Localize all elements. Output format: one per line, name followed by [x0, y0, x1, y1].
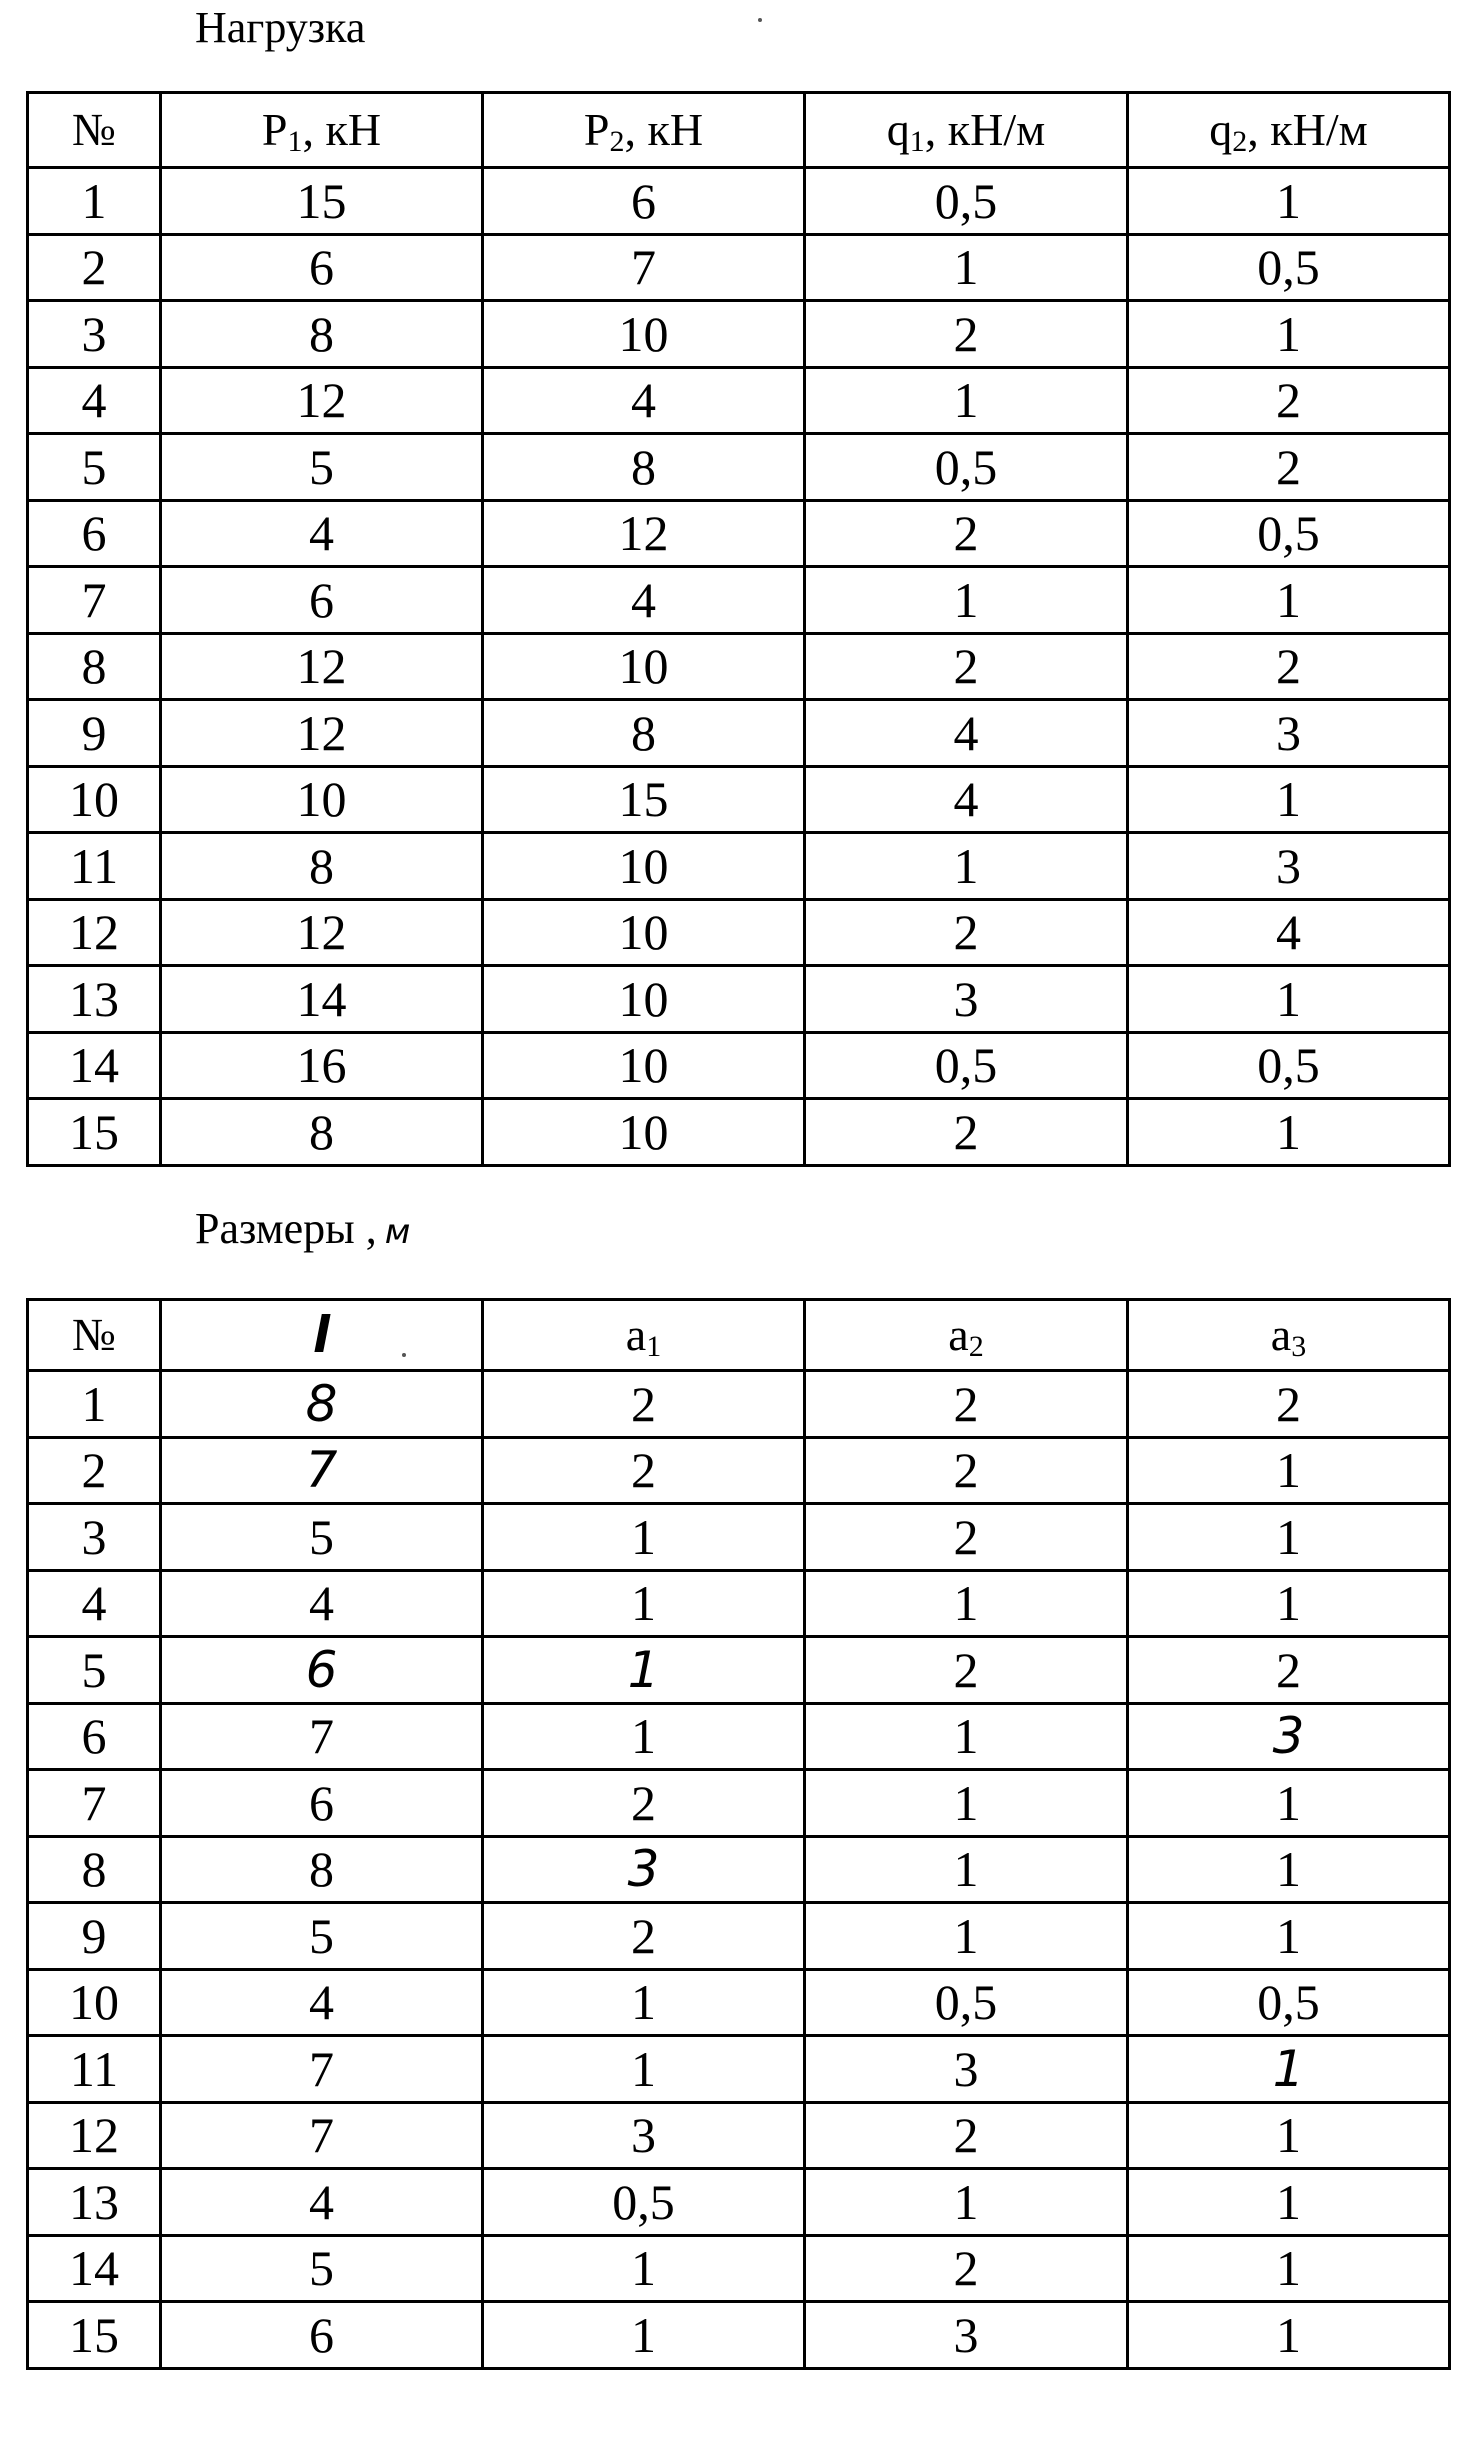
- scan-speck: [758, 18, 762, 22]
- dims-table-row: [28, 2302, 1450, 2369]
- header-a2: $a_2$: [805, 1300, 1128, 1371]
- dims-cell-c2: 2: [483, 1903, 805, 1970]
- dims-cell-c1: 4: [161, 2169, 483, 2236]
- load-table-row: [28, 367, 1450, 434]
- load-cell-c3: 2: [805, 1099, 1128, 1166]
- load-table-row: [28, 434, 1450, 501]
- load-cell-c3: 1: [805, 367, 1128, 434]
- dims-cell-no: 12: [28, 2102, 161, 2169]
- dims-cell-c4: 3: [1128, 1703, 1450, 1770]
- load-cell-c4: 1: [1128, 1099, 1450, 1166]
- dims-cell-c3: 1: [805, 1836, 1128, 1903]
- load-cell-c1: 12: [161, 367, 483, 434]
- dims-cell-no: 15: [28, 2302, 161, 2369]
- header-q2: $q_2$, кН/м: [1128, 93, 1450, 168]
- header-a3: $a_3$: [1128, 1300, 1450, 1371]
- load-table-row: [28, 168, 1450, 235]
- dims-table-header-row: [28, 1300, 1450, 1371]
- dims-cell-c1: 7: [161, 1437, 483, 1504]
- dims-cell-no: 6: [28, 1703, 161, 1770]
- dims-cell-no: 4: [28, 1570, 161, 1637]
- dims-cell-c2: 0,5: [483, 2169, 805, 2236]
- dims-cell-c1: 4: [161, 1570, 483, 1637]
- load-cell-c2: 10: [483, 1032, 805, 1099]
- load-cell-c3: 2: [805, 899, 1128, 966]
- dims-cell-c3: 2: [805, 1637, 1128, 1704]
- dims-cell-c1: 7: [161, 2102, 483, 2169]
- load-cell-c1: 10: [161, 766, 483, 833]
- load-cell-c3: 0,5: [805, 1032, 1128, 1099]
- dims-cell-c3: 1: [805, 1570, 1128, 1637]
- load-cell-c2: 8: [483, 434, 805, 501]
- load-cell-c4: 1: [1128, 766, 1450, 833]
- load-cell-c2: 10: [483, 833, 805, 900]
- load-cell-c4: 0,5: [1128, 234, 1450, 301]
- dims-cell-c2: 2: [483, 1371, 805, 1438]
- load-cell-c2: 10: [483, 1099, 805, 1166]
- load-cell-c3: 4: [805, 766, 1128, 833]
- dims-cell-c2: 3: [483, 2102, 805, 2169]
- load-cell-c1: 12: [161, 700, 483, 767]
- load-cell-c2: 15: [483, 766, 805, 833]
- load-cell-c1: 6: [161, 234, 483, 301]
- dims-cell-c2: 1: [483, 2302, 805, 2369]
- dims-cell-c1: 7: [161, 2036, 483, 2103]
- dims-cell-c2: 1: [483, 1504, 805, 1571]
- load-section-caption: Нагрузка: [195, 3, 366, 52]
- load-table-header-row: [28, 93, 1450, 168]
- load-cell-no: 7: [28, 567, 161, 634]
- header-q1: $q_1$, кН/м: [805, 93, 1128, 168]
- dims-cell-c1: 7: [161, 1703, 483, 1770]
- load-cell-no: 14: [28, 1032, 161, 1099]
- dims-table-row: [28, 1437, 1450, 1504]
- dims-cell-no: 8: [28, 1836, 161, 1903]
- load-cell-c4: 1: [1128, 168, 1450, 235]
- dims-cell-no: 3: [28, 1504, 161, 1571]
- dims-cell-c2: 1: [483, 1637, 805, 1704]
- dims-cell-no: 10: [28, 1969, 161, 2036]
- dims-cell-c4: 2: [1128, 1637, 1450, 1704]
- dims-table-row: [28, 1836, 1450, 1903]
- dims-cell-c2: 1: [483, 1570, 805, 1637]
- load-cell-c3: 3: [805, 966, 1128, 1033]
- load-cell-c4: 2: [1128, 434, 1450, 501]
- load-cell-c2: 8: [483, 700, 805, 767]
- load-table-row: [28, 766, 1450, 833]
- load-cell-c1: 8: [161, 1099, 483, 1166]
- header-a1: $a_1$: [483, 1300, 805, 1371]
- load-cell-c1: 14: [161, 966, 483, 1033]
- dims-cell-c3: 2: [805, 2235, 1128, 2302]
- load-cell-c4: 0,5: [1128, 1032, 1450, 1099]
- load-cell-no: 3: [28, 301, 161, 368]
- dims-cell-c3: 1: [805, 2169, 1128, 2236]
- load-cell-c3: 2: [805, 500, 1128, 567]
- header-p2: $P_2$, кН: [483, 93, 805, 168]
- load-cell-no: 8: [28, 633, 161, 700]
- dims-cell-no: 1: [28, 1371, 161, 1438]
- dims-table-row: [28, 1770, 1450, 1837]
- load-cell-no: 9: [28, 700, 161, 767]
- dims-table-row: [28, 1637, 1450, 1704]
- load-cell-no: 4: [28, 367, 161, 434]
- dims-table-row: [28, 1371, 1450, 1438]
- dims-cell-c2: 1: [483, 1969, 805, 2036]
- dims-table-row: [28, 1969, 1450, 2036]
- load-cell-c4: 3: [1128, 833, 1450, 900]
- load-cell-no: 1: [28, 168, 161, 235]
- dims-cell-c1: 5: [161, 1504, 483, 1571]
- load-cell-no: 11: [28, 833, 161, 900]
- dims-cell-c4: 1: [1128, 1570, 1450, 1637]
- load-cell-c2: 10: [483, 301, 805, 368]
- dims-cell-c3: 3: [805, 2302, 1128, 2369]
- load-cell-no: 15: [28, 1099, 161, 1166]
- dims-cell-c1: 8: [161, 1371, 483, 1438]
- dims-cell-c3: 1: [805, 1770, 1128, 1837]
- dims-cell-c3: 2: [805, 1504, 1128, 1571]
- dims-cell-c4: 0,5: [1128, 1969, 1450, 2036]
- dims-cell-c4: 1: [1128, 2102, 1450, 2169]
- dims-cell-c3: 3: [805, 2036, 1128, 2103]
- load-cell-c2: 10: [483, 966, 805, 1033]
- dims-cell-c4: 2: [1128, 1371, 1450, 1438]
- load-cell-c2: 7: [483, 234, 805, 301]
- load-cell-c2: 4: [483, 367, 805, 434]
- dims-table-row: [28, 2169, 1450, 2236]
- dims-cell-no: 13: [28, 2169, 161, 2236]
- load-cell-c4: 4: [1128, 899, 1450, 966]
- load-cell-c3: 1: [805, 567, 1128, 634]
- header-p1: $P_1$, кН: [161, 93, 483, 168]
- dims-cell-c1: 5: [161, 1903, 483, 1970]
- load-cell-no: 6: [28, 500, 161, 567]
- dims-table-row: [28, 1903, 1450, 1970]
- load-table-row: [28, 301, 1450, 368]
- dims-table-row: [28, 2235, 1450, 2302]
- dims-cell-no: 11: [28, 2036, 161, 2103]
- load-cell-no: 5: [28, 434, 161, 501]
- dims-table-row: [28, 1504, 1450, 1571]
- load-cell-c1: 16: [161, 1032, 483, 1099]
- load-cell-c2: 12: [483, 500, 805, 567]
- dims-cell-c4: 1: [1128, 2036, 1450, 2103]
- dims-cell-c2: 2: [483, 1437, 805, 1504]
- load-table-row: [28, 833, 1450, 900]
- header-l: l: [161, 1300, 483, 1371]
- dims-cell-no: 9: [28, 1903, 161, 1970]
- load-cell-c1: 15: [161, 168, 483, 235]
- dims-cell-c1: 5: [161, 2235, 483, 2302]
- load-cell-c1: 12: [161, 899, 483, 966]
- load-cell-c4: 1: [1128, 966, 1450, 1033]
- load-cell-c2: 10: [483, 899, 805, 966]
- load-cell-c1: 6: [161, 567, 483, 634]
- load-table-row: [28, 700, 1450, 767]
- load-table-row: [28, 567, 1450, 634]
- dims-cell-c2: 1: [483, 1703, 805, 1770]
- load-cell-c1: 8: [161, 833, 483, 900]
- load-cell-c3: 1: [805, 833, 1128, 900]
- load-cell-c4: 2: [1128, 633, 1450, 700]
- header-no: №: [28, 1300, 161, 1371]
- dims-cell-c1: 6: [161, 2302, 483, 2369]
- load-table-row: [28, 500, 1450, 567]
- load-cell-c2: 6: [483, 168, 805, 235]
- load-table-row: [28, 966, 1450, 1033]
- load-table-row: [28, 899, 1450, 966]
- dims-cell-c4: 1: [1128, 2169, 1450, 2236]
- dims-table: [26, 1298, 1451, 2370]
- dims-section-caption: Размеры , м: [195, 1204, 411, 1253]
- header-no: №: [28, 93, 161, 168]
- dims-cell-c3: 2: [805, 2102, 1128, 2169]
- dims-cell-c1: 4: [161, 1969, 483, 2036]
- dims-cell-c3: 2: [805, 1437, 1128, 1504]
- load-cell-c3: 4: [805, 700, 1128, 767]
- dims-cell-c3: 1: [805, 1703, 1128, 1770]
- dims-cell-c1: 6: [161, 1637, 483, 1704]
- dims-unit: м: [384, 1212, 411, 1252]
- dims-cell-c2: 3: [483, 1836, 805, 1903]
- dims-cell-c2: 2: [483, 1770, 805, 1837]
- load-cell-c3: 2: [805, 633, 1128, 700]
- dims-table-row: [28, 1570, 1450, 1637]
- load-cell-no: 10: [28, 766, 161, 833]
- dims-cell-c3: 2: [805, 1371, 1128, 1438]
- dims-cell-c2: 1: [483, 2036, 805, 2103]
- dims-table-row: [28, 1703, 1450, 1770]
- dims-cell-c4: 1: [1128, 2235, 1450, 2302]
- load-table-row: [28, 1099, 1450, 1166]
- load-table-row: [28, 1032, 1450, 1099]
- dims-cell-no: 5: [28, 1637, 161, 1704]
- dims-cell-c4: 1: [1128, 1903, 1450, 1970]
- load-cell-c1: 8: [161, 301, 483, 368]
- dims-cell-c1: 8: [161, 1836, 483, 1903]
- dims-cell-c4: 1: [1128, 1437, 1450, 1504]
- load-cell-c1: 5: [161, 434, 483, 501]
- dims-cell-c4: 1: [1128, 1770, 1450, 1837]
- dims-cell-c4: 1: [1128, 2302, 1450, 2369]
- load-cell-c4: 3: [1128, 700, 1450, 767]
- dims-cell-c4: 1: [1128, 1836, 1450, 1903]
- load-cell-c2: 10: [483, 633, 805, 700]
- load-cell-c4: 1: [1128, 301, 1450, 368]
- load-table: [26, 91, 1451, 1167]
- load-cell-c3: 0,5: [805, 434, 1128, 501]
- load-cell-c3: 1: [805, 234, 1128, 301]
- load-cell-c3: 2: [805, 301, 1128, 368]
- dims-cell-no: 7: [28, 1770, 161, 1837]
- load-cell-c4: 1: [1128, 567, 1450, 634]
- dims-cell-c2: 1: [483, 2235, 805, 2302]
- load-cell-no: 12: [28, 899, 161, 966]
- dims-table-row: [28, 2102, 1450, 2169]
- load-cell-c4: 2: [1128, 367, 1450, 434]
- load-cell-c4: 0,5: [1128, 500, 1450, 567]
- dims-cell-c3: 0,5: [805, 1969, 1128, 2036]
- load-cell-c2: 4: [483, 567, 805, 634]
- dims-cell-c3: 1: [805, 1903, 1128, 1970]
- dims-cell-c4: 1: [1128, 1504, 1450, 1571]
- load-cell-c3: 0,5: [805, 168, 1128, 235]
- load-table-body: [28, 168, 1450, 1166]
- scan-speck: [402, 1353, 406, 1357]
- dims-table-row: [28, 2036, 1450, 2103]
- dims-cell-no: 2: [28, 1437, 161, 1504]
- load-table-row: [28, 633, 1450, 700]
- load-cell-c1: 12: [161, 633, 483, 700]
- dims-cell-c1: 6: [161, 1770, 483, 1837]
- load-table-row: [28, 234, 1450, 301]
- dims-cell-no: 14: [28, 2235, 161, 2302]
- dims-table-body: [28, 1371, 1450, 2369]
- load-cell-no: 2: [28, 234, 161, 301]
- load-cell-no: 13: [28, 966, 161, 1033]
- load-cell-c1: 4: [161, 500, 483, 567]
